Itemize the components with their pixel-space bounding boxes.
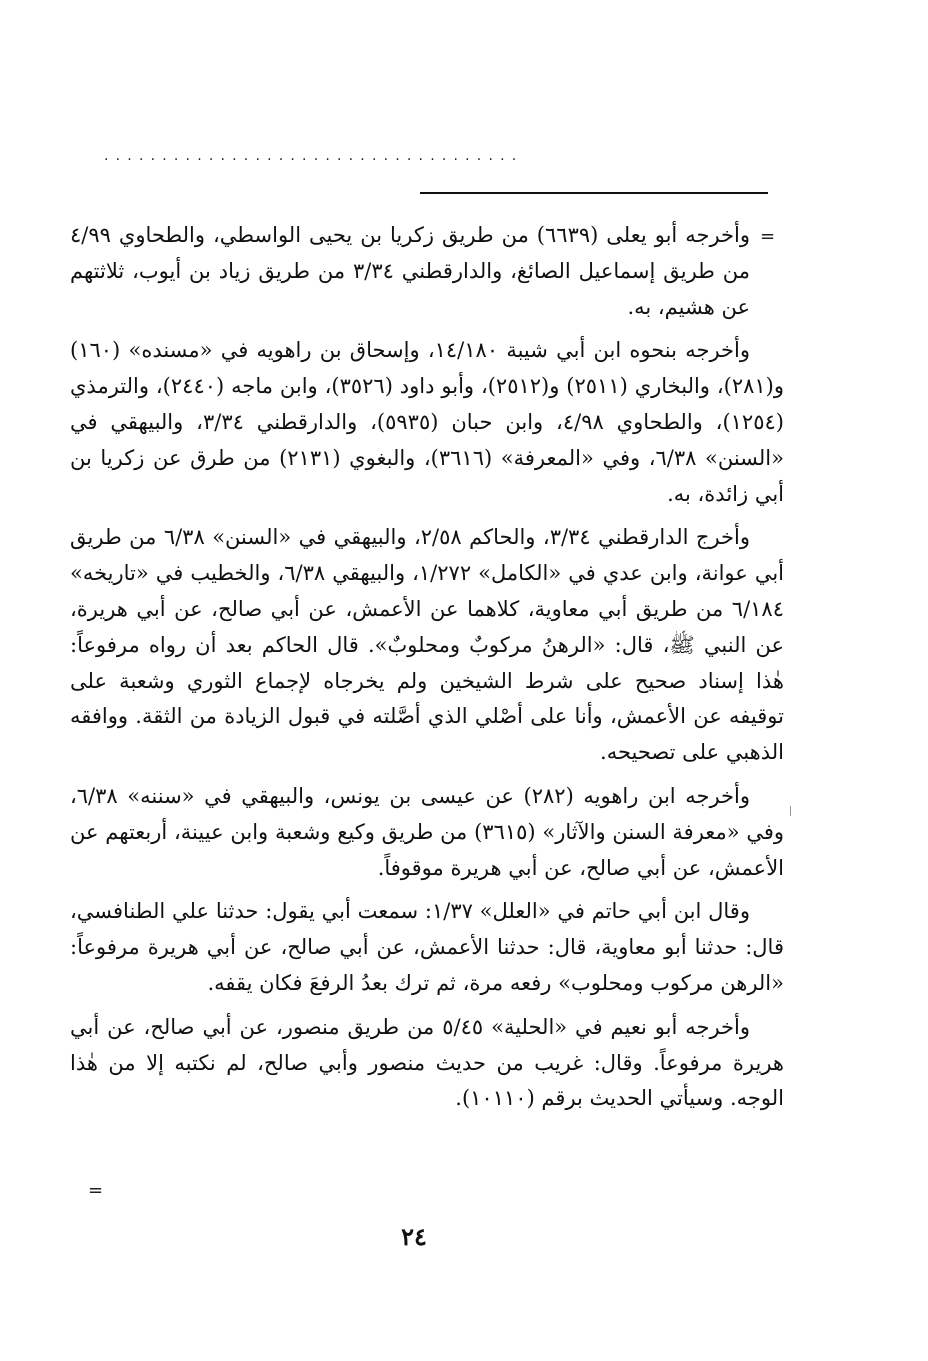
paragraph-3: وأخرج الدارقطني ٣/٣٤، والحاكم ٢/٥٨، والبيهقي في «السنن» ٦/٣٨ من طريق أبي عوانة، وابن عدي في «الكامل» ١/٢٧٢، والبيهقي ٦/٣٨، والخطيب في «تاريخه» ٦/١٨٤ من طريق أبي معاوية، كلاهما عن الأعمش، عن أبي صالح، عن أبي هريرة، عن النبي ﷺ، قال: «الرهنُ مركوبٌ ومحلوبٌ». قال الحاكم بعد أن رواه مرفوعاً: هٰذا إسناد صحيح على شرط الشيخين ولم يخرجاه لإجماع الثوري وشعبة على توقيفه عن الأعمش، وأنا على أصْلي الذي أصَّلته في قبول الزيادة من الثقة. ووافقه الذهبي على تصحيحه. (70, 525, 785, 765)
continuation-mark-start: = (760, 226, 776, 247)
footnote-text (70, 218, 784, 1117)
dotted-separator: .................................... (104, 148, 524, 164)
paragraph-6: وأخرجه أبو نعيم في «الحلية» ٥/٤٥ من طريق منصور، عن أبي صالح، عن أبي هريرة مرفوعاً. وقال: غريب من حديث منصور وأبي صالح، لم نكتبه إلا من هٰذا الوجه. وسيأتي الحديث برقم (١٠١١٠). (70, 1014, 784, 1111)
page-number: ٢٤ (401, 1222, 427, 1251)
paragraph-1: وأخرجه أبو يعلى (٦٦٣٩) من طريق زكريا بن يحيى الواسطي، والطحاوي ٤/٩٩ من طريق إسماعيل الصائغ، والدارقطني ٣/٣٤ من طريق زياد بن أيوب، ثلاثتهم عن هشيم، به. (70, 223, 751, 319)
margin-tick (790, 806, 791, 816)
continuation-mark-end: = (88, 1180, 104, 1201)
footnote-rule (420, 192, 768, 194)
paragraph-5: وقال ابن أبي حاتم في «العلل» ١/٣٧: سمعت أبي يقول: حدثنا علي الطنافسي، قال: حدثنا أبو معاوية، قال: حدثنا الأعمش، عن أبي صالح، عن أبي هريرة مرفوعاً: «الرهن مركوب ومحلوب» رفعه مرة، ثم ترك بعدُ الرفعَ فكان يقفه. (70, 899, 784, 995)
paragraph-4: وأخرجه ابن راهويه (٢٨٢) عن عيسى بن يونس، والبيهقي في «سننه» ٦/٣٨، وفي «معرفة السنن والآثار» (٣٦١٥) من طريق وكيع وشعبة وابن عيينة، أربعتهم عن الأعمش، عن أبي صالح، عن أبي هريرة موقوفاً. (70, 783, 785, 880)
paragraph-2: وأخرجه بنحوه ابن أبي شيبة ١٤/١٨٠، وإسحاق بن راهويه في «مسنده» (١٦٠) و(٢٨١)، والبخاري (٢٥١١) و(٢٥١٢)، وأبو داود (٣٥٢٦)، وابن ماجه (٢٤٤٠)، والترمذي (١٢٥٤)، والطحاوي ٤/٩٨، وابن حبان (٥٩٣٥)، والدارقطني ٣/٣٤، والبيهقي في «السنن» ٦/٣٨، وفي «المعرفة» (٣٦١٦)، والبغوي (٢١٣١) من طرق عن زكريا بن أبي زائدة، به. (70, 338, 785, 506)
